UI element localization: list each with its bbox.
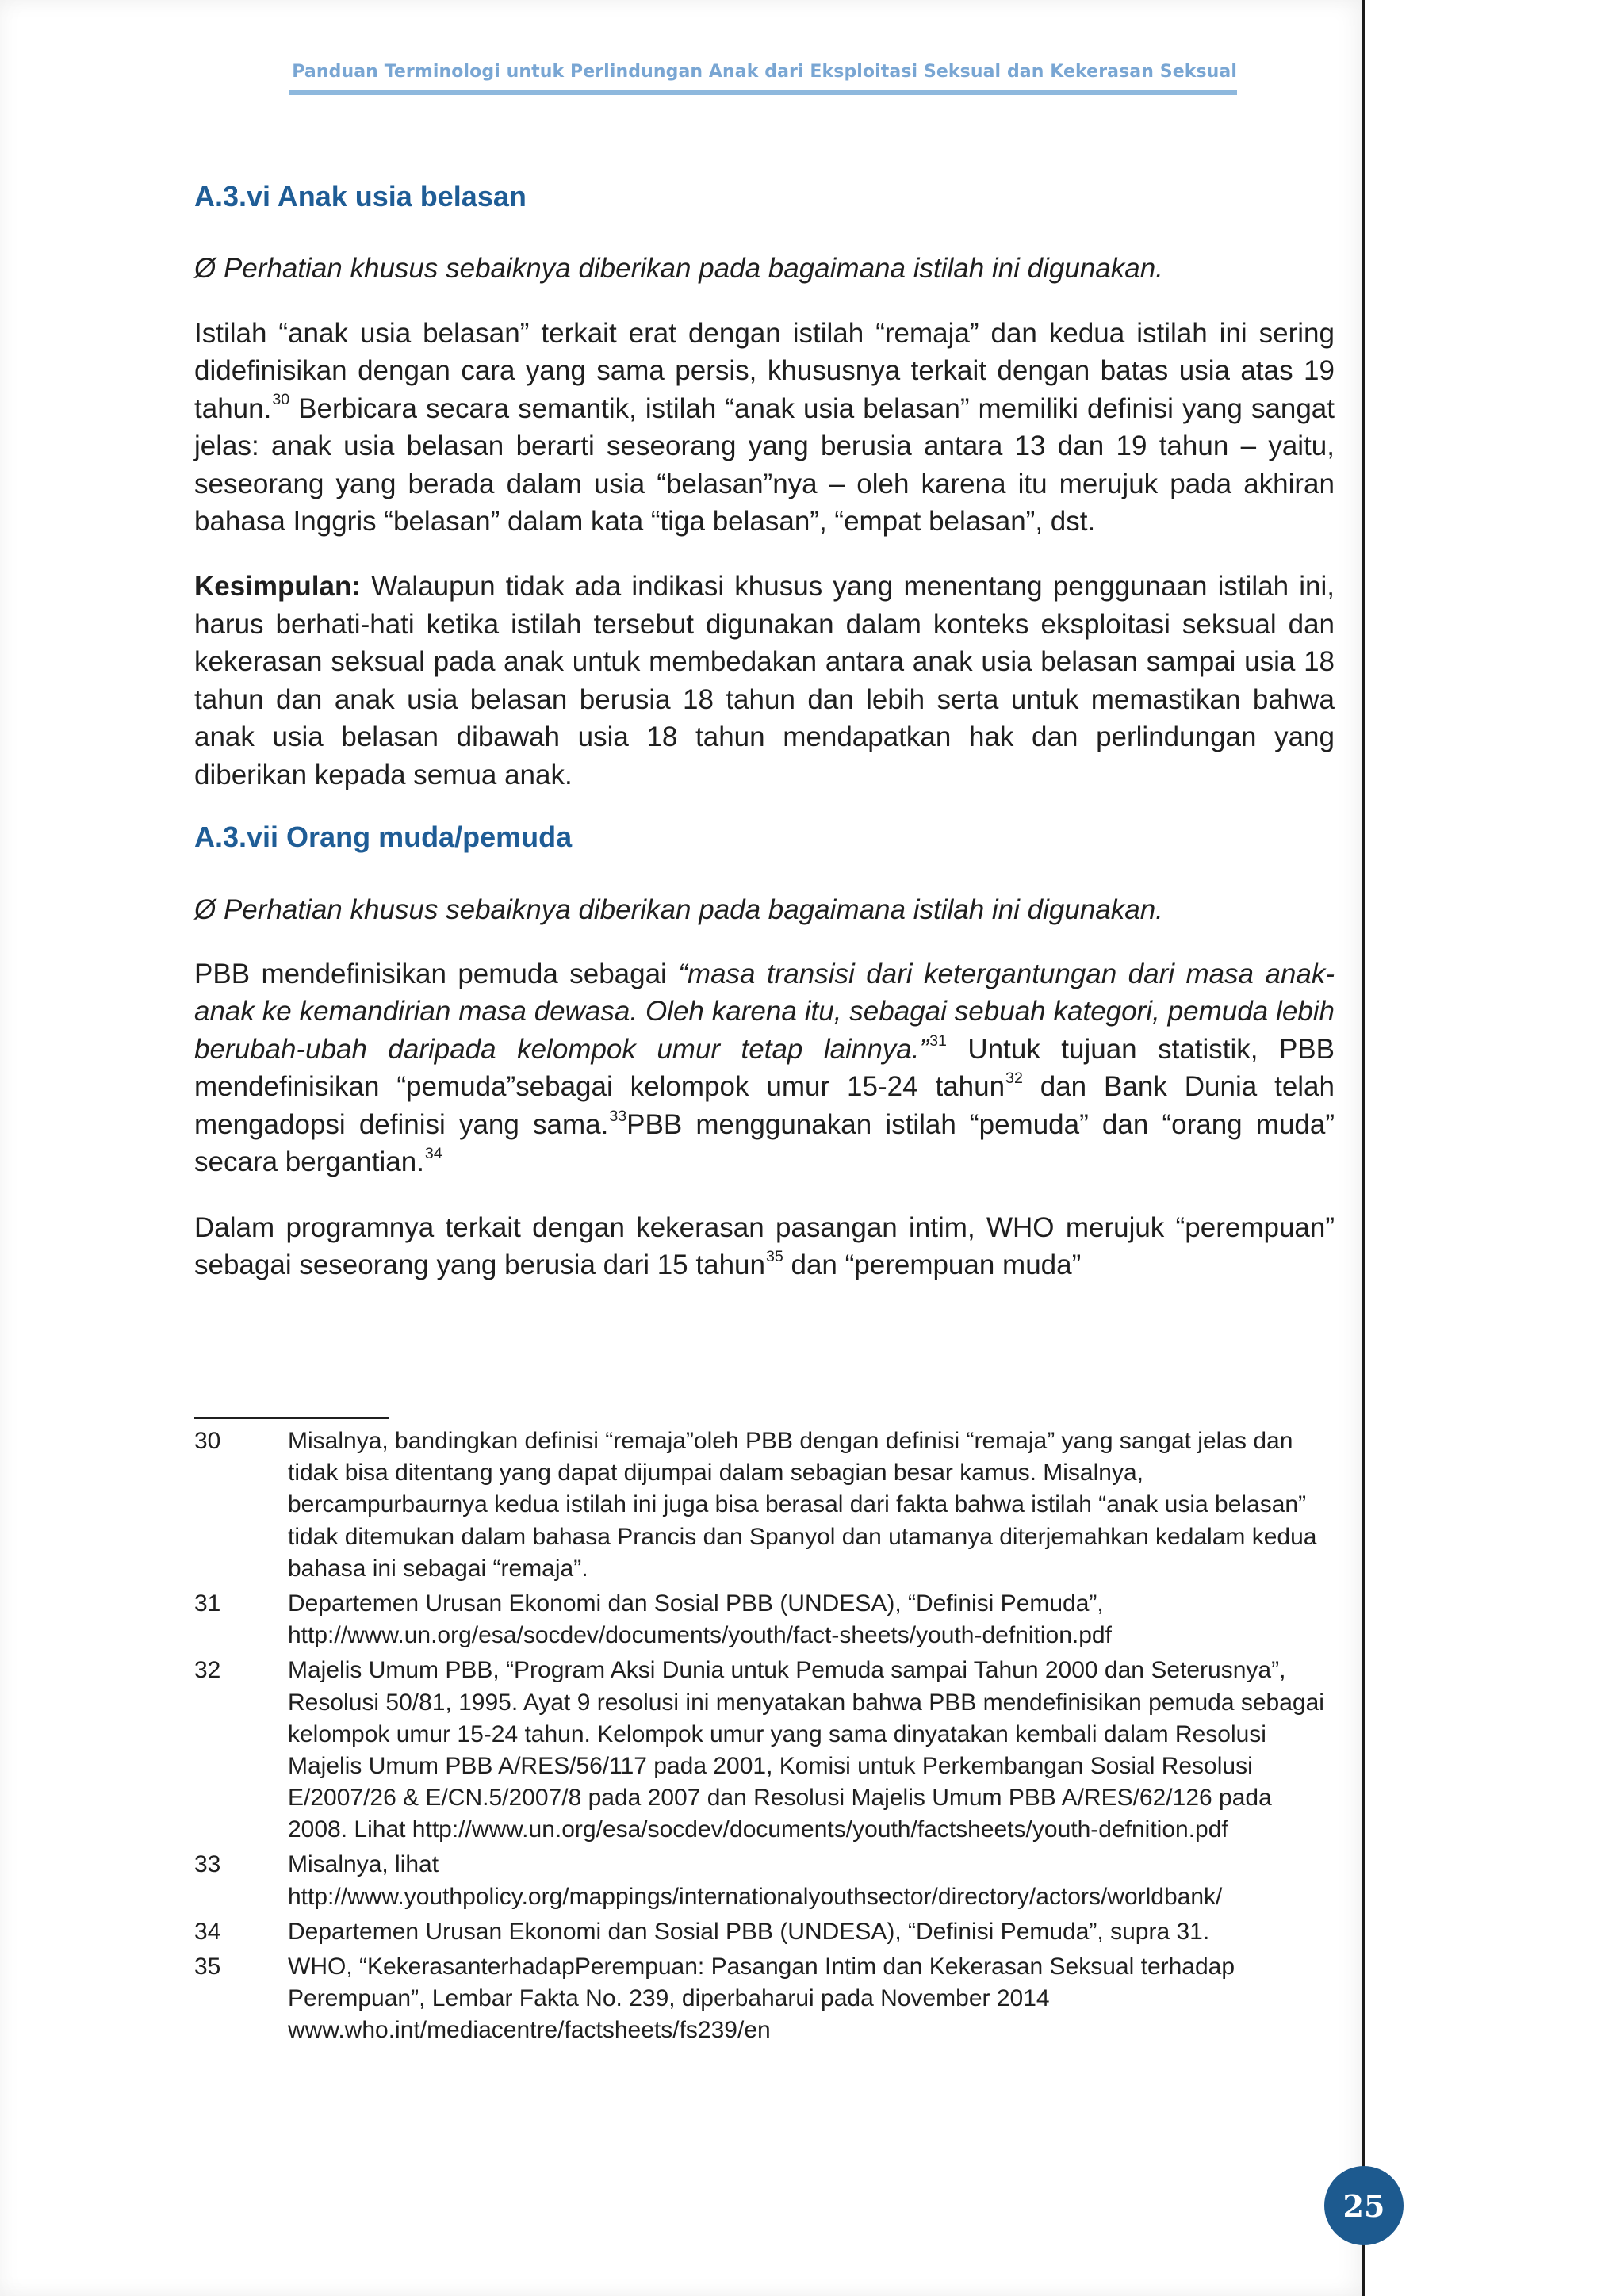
footnotes bbox=[194, 1425, 1328, 2050]
section-heading-a: A.3.vi Anak usia belasan bbox=[194, 180, 527, 212]
page-number: 25 bbox=[1342, 2187, 1385, 2224]
paragraph-text: PBB menggunakan istilah “pemuda” dan “orang muda” secara bergantian. bbox=[194, 1108, 1335, 1178]
paragraph-text: dan “perempuan muda” bbox=[783, 1249, 1082, 1281]
footnote-number: 32 bbox=[194, 1657, 221, 1684]
footnote-30 bbox=[194, 1425, 1328, 1585]
paragraph-text: dan Bank Dunia telah mengadopsi definisi yang sama. bbox=[194, 1071, 1335, 1140]
footnote-number: 31 bbox=[194, 1590, 221, 1617]
page-border-right bbox=[1362, 0, 1365, 2296]
footnote-33 bbox=[194, 1849, 1328, 1912]
footnote-number: 35 bbox=[194, 1954, 221, 1980]
section-b-paragraph-1 bbox=[194, 955, 1335, 1181]
section-note-a: Ø Perhatian khusus sebaiknya diberikan pada bagaimana istilah ini digunakan. bbox=[194, 253, 1163, 285]
footnote-text: Misalnya, bandingkan definisi “remaja”oleh PBB dengan definisi “remaja” yang sangat jelas dan tidak bisa ditentang yang dapat dijumpai dalam sebagian besar kamus. Misalnya, bercampurbaurnya kedua istilah ini juga bisa berasal dari fakta bahwa istilah “anak usia belasan” tidak ditemukan dalam bahasa Prancis dan Spanyol dan utamanya diterjemahkan kedalam kedua bahasa ini sebagai “remaja”. bbox=[288, 1428, 1317, 1582]
footnote-31 bbox=[194, 1588, 1328, 1651]
paragraph-text: PBB mendefinisikan pemuda sebagai bbox=[194, 958, 679, 989]
footnote-number: 30 bbox=[194, 1428, 221, 1454]
footnote-text: Majelis Umum PBB, “Program Aksi Dunia untuk Pemuda sampai Tahun 2000 dan Seterusnya”, Resolusi 50/81, 1995. Ayat 9 resolusi ini menyatakan bahwa PBB mendefinisikan pemuda sebagai kelompok umur 15-24 tahun. Kelompok umur yang sama dinyatakan kembali dalam Resolusi Majelis Umum PBB A/RES/56/117 pada 2001, Komisi untuk Perkembangan Sosial Resolusi E/2007/26 & E/CN.5/2007/8 pada 2007 dan Resolusi Majelis Umum PBB A/RES/62/126 pada 2008. Lihat http://www.un.org/esa/socdev/documents/youth/factsheets/youth-defnition.pdf bbox=[288, 1657, 1324, 1843]
footnote-number: 34 bbox=[194, 1918, 221, 1945]
footnote-ref-35: 35 bbox=[765, 1248, 783, 1266]
section-a-paragraph-1 bbox=[194, 315, 1335, 541]
footnote-32 bbox=[194, 1655, 1328, 1846]
section-a-conclusion bbox=[194, 568, 1335, 794]
paragraph-text: Berbicara secara semantik, istilah “anak usia belasan” memiliki definisi yang sangat jelas: anak usia belasan berarti seseorang yang berusia antara 13 dan 19 tahun – yaitu, seseorang yang berada dalam usia “belasan”nya – oleh karena itu merujuk pada akhiran bahasa Inggris “belasan” dalam kata “tiga belasan”, “empat belasan”, dst. bbox=[194, 392, 1335, 537]
footnote-number: 33 bbox=[194, 1851, 221, 1878]
conclusion-label: Kesimpulan: bbox=[194, 571, 362, 603]
page-number-badge bbox=[1324, 2166, 1404, 2245]
footnote-separator bbox=[194, 1417, 389, 1419]
paragraph-text: Dalam programnya terkait dengan kekerasan pasangan intim, WHO merujuk “perempuan” sebagai seseorang yang berusia dari 15 tahun bbox=[194, 1211, 1335, 1281]
section-note-b: Ø Perhatian khusus sebaiknya diberikan pada bagaimana istilah ini digunakan. bbox=[194, 894, 1163, 925]
footnote-34 bbox=[194, 1916, 1328, 1948]
footnote-ref-33: 33 bbox=[609, 1107, 627, 1125]
section-b-paragraph-2 bbox=[194, 1209, 1335, 1284]
conclusion-text: Walaupun tidak ada indikasi khusus yang menentang penggunaan istilah ini, harus berhati-hati ketika istilah tersebut digunakan dalam konteks eksploitasi seksual dan kekerasan seksual pada anak untuk membedakan antara anak usia belasan sampai usia 18 tahun dan anak usia belasan berusia 18 tahun dan lebih serta untuk memastikan bahwa anak usia belasan dibawah usia 18 tahun mendapatkan hak dan perlindungan yang diberikan kepada semua anak. bbox=[194, 571, 1335, 790]
footnote-text: Misalnya, lihat http://www.youthpolicy.org/mappings/internationalyouthsector/directory/actors/worldbank/ bbox=[288, 1851, 1223, 1910]
footnote-ref-31: 31 bbox=[929, 1031, 947, 1050]
footnote-35 bbox=[194, 1951, 1328, 2047]
italic-quote: “masa transisi dari ketergantungan dari masa anak-anak ke kemandirian masa dewasa. Oleh karena itu, sebagai sebuah kategori, pemuda lebih berubah-ubah daripada kelompok umur tetap lainnya.” bbox=[194, 958, 1335, 1065]
section-heading-b: A.3.vii Orang muda/pemuda bbox=[194, 821, 573, 854]
footnote-text: WHO, “KekerasanterhadapPerempuan: Pasangan Intim dan Kekerasan Seksual terhadap Perempuan”, Lembar Fakta No. 239, diperbaharui pada November 2014 www.who.int/mediacentre/factsheets/fs239/en bbox=[288, 1954, 1235, 2044]
main-content bbox=[194, 181, 1335, 1312]
paragraph-text: Istilah “anak usia belasan” terkait erat dengan istilah “remaja” dan kedua istilah ini sering didefinisikan dengan cara yang sama persis, khususnya terkait dengan batas usia atas 19 tahun. bbox=[194, 317, 1335, 424]
paragraph-text: Untuk tujuan statistik, PBB mendefinisikan “pemuda”sebagai kelompok umur 15-24 tahun bbox=[194, 1033, 1335, 1103]
footnote-text: Departemen Urusan Ekonomi dan Sosial PBB (UNDESA), “Definisi Pemuda”, http://www.un.org/esa/socdev/documents/youth/fact-sheets/youth-defnition.pdf bbox=[288, 1590, 1112, 1649]
footnote-ref-34: 34 bbox=[424, 1145, 442, 1163]
footnote-ref-30: 30 bbox=[272, 391, 290, 409]
footnote-text: Departemen Urusan Ekonomi dan Sosial PBB (UNDESA), “Definisi Pemuda”, supra 31. bbox=[288, 1918, 1210, 1945]
header-rule bbox=[289, 90, 1237, 95]
footnote-ref-32: 32 bbox=[1005, 1070, 1023, 1088]
running-head: Panduan Terminologi untuk Perlindungan Anak dari Eksploitasi Seksual dan Kekerasan Seksual bbox=[292, 62, 1237, 82]
